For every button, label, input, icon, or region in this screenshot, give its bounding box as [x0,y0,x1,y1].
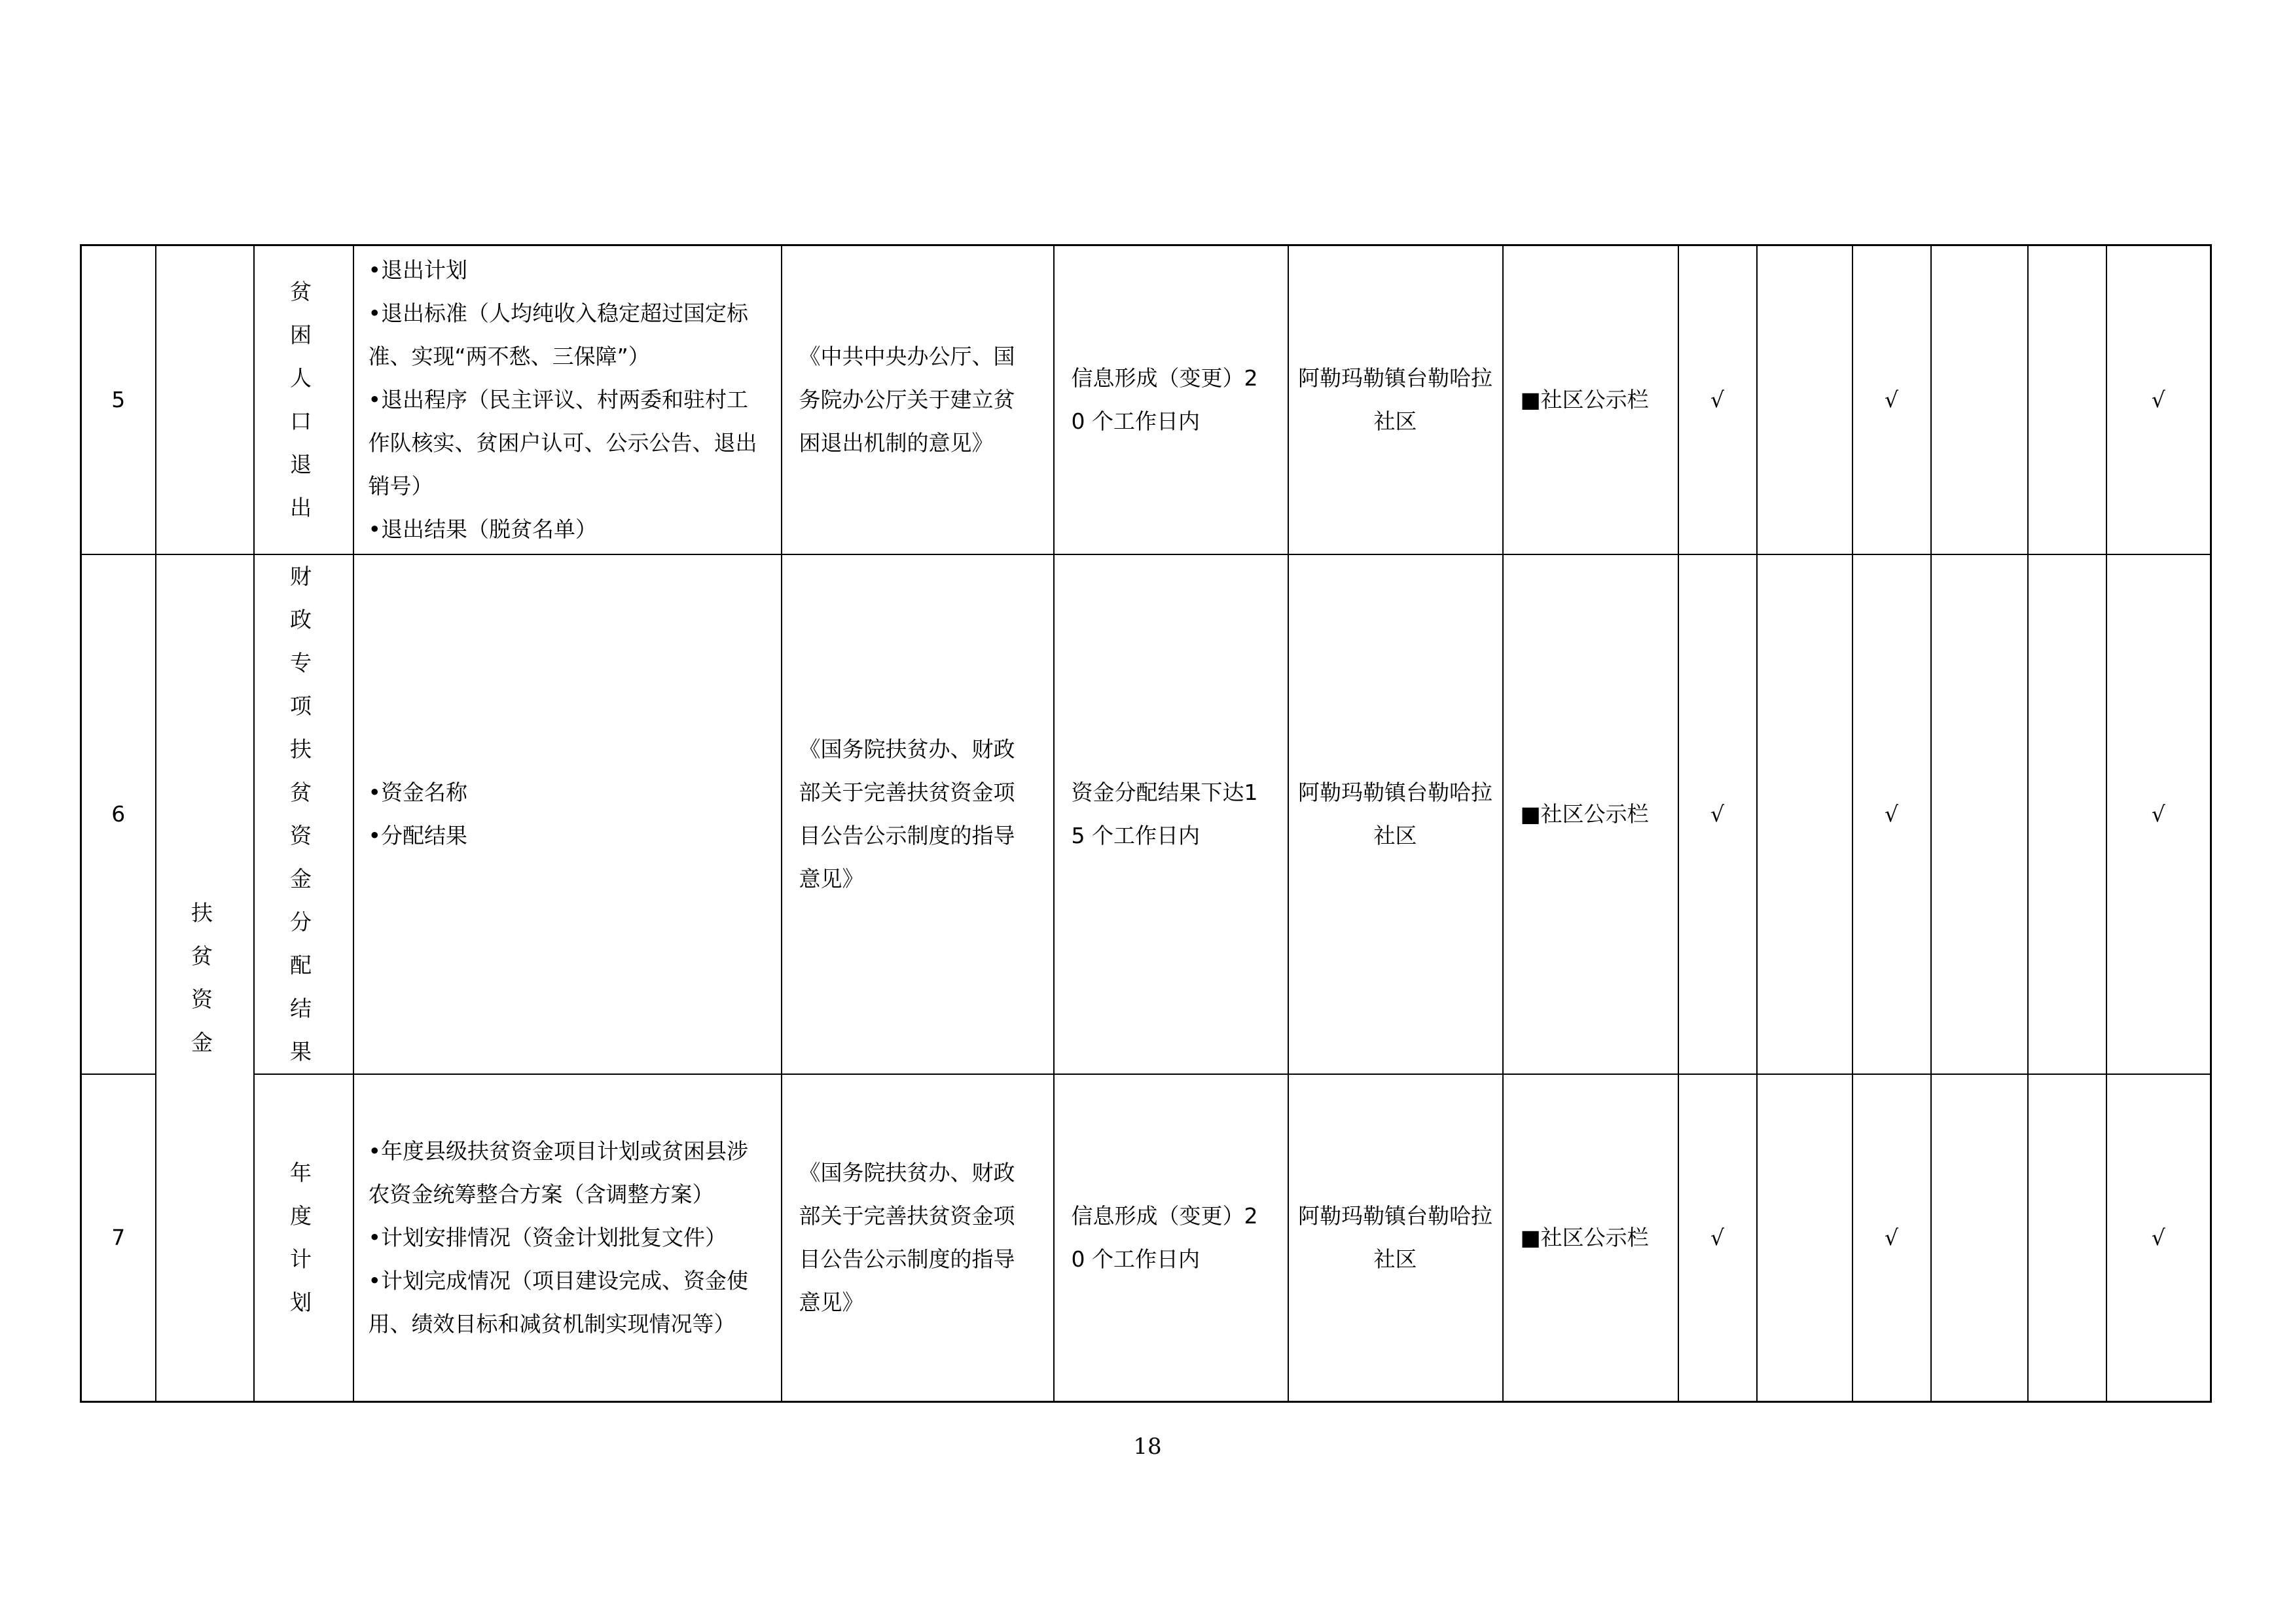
disclosure-table [80,244,2212,1403]
mark-cell: √ [2106,245,2211,555]
content-item: •计划完成情况（项目建设完成、资金使用、绩效目标和减贫机制实现情况等） [368,1267,748,1337]
subject-cell: 阿勒玛勒镇台勒哈拉社区 [1288,1074,1503,1401]
mark-cell: √ [2106,1074,2211,1401]
content-list [353,554,782,1074]
mark-cell [1757,1074,1852,1401]
row-number: 5 [81,245,156,555]
item-name: 财政专项扶贫资金分配结果 [254,554,353,1074]
content-item: •退出标准（人均纯收入稳定超过国定标准、实现“两不愁、三保障”） [368,300,748,369]
basis-cell: 《中共中央办公厅、国务院办公厅关于建立贫困退出机制的意见》 [782,245,1054,555]
mark-cell: √ [1852,554,1931,1074]
row-number: 6 [81,554,156,1074]
table-row [81,1074,2211,1401]
mark-cell [2028,245,2106,555]
content-item: •退出结果（脱贫名单） [368,516,597,542]
mark-cell [1757,554,1852,1074]
content-item: •退出程序（民主评议、村两委和驻村工作队核实、贫困户认可、公示公告、退出销号） [368,387,757,499]
item-name: 年度计划 [254,1074,353,1401]
mark-cell: √ [1852,245,1931,555]
content-item: •退出计划 [368,257,467,283]
category-cell: 扶贫资金 [156,554,254,1401]
mark-cell: √ [1678,554,1757,1074]
subject-cell: 阿勒玛勒镇台勒哈拉社区 [1288,554,1503,1074]
subject-cell: 阿勒玛勒镇台勒哈拉社区 [1288,245,1503,555]
item-name: 贫困人口退出 [254,245,353,555]
mark-cell [1931,1074,2028,1401]
mark-cell [1931,245,2028,555]
mark-cell [1757,245,1852,555]
content-item: •计划安排情况（资金计划批复文件） [368,1224,727,1250]
time-limit-cell: 信息形成（变更）20 个工作日内 [1054,245,1288,555]
channel-cell: ■社区公示栏 [1503,554,1678,1074]
mark-cell [2028,554,2106,1074]
time-limit-cell: 信息形成（变更）20 个工作日内 [1054,1074,1288,1401]
basis-cell: 《国务院扶贫办、财政部关于完善扶贫资金项目公告公示制度的指导意见》 [782,554,1054,1074]
content-item: •资金名称 [368,780,467,805]
basis-cell: 《国务院扶贫办、财政部关于完善扶贫资金项目公告公示制度的指导意见》 [782,1074,1054,1401]
content-item: •分配结果 [368,823,467,848]
time-limit-cell: 资金分配结果下达15 个工作日内 [1054,554,1288,1074]
page-number: 18 [1133,1434,1162,1460]
content-list [353,1074,782,1401]
content-item: •年度县级扶贫资金项目计划或贫困县涉农资金统筹整合方案（含调整方案） [368,1138,748,1207]
mark-cell: √ [1678,1074,1757,1401]
category-cell [156,245,254,555]
table-row [81,554,2211,1074]
mark-cell [2028,1074,2106,1401]
mark-cell: √ [1678,245,1757,555]
channel-cell: ■社区公示栏 [1503,1074,1678,1401]
mark-cell: √ [2106,554,2211,1074]
row-number: 7 [81,1074,156,1401]
table-row [81,245,2211,555]
mark-cell [1931,554,2028,1074]
content-list [353,245,782,555]
mark-cell: √ [1852,1074,1931,1401]
channel-cell: ■社区公示栏 [1503,245,1678,555]
